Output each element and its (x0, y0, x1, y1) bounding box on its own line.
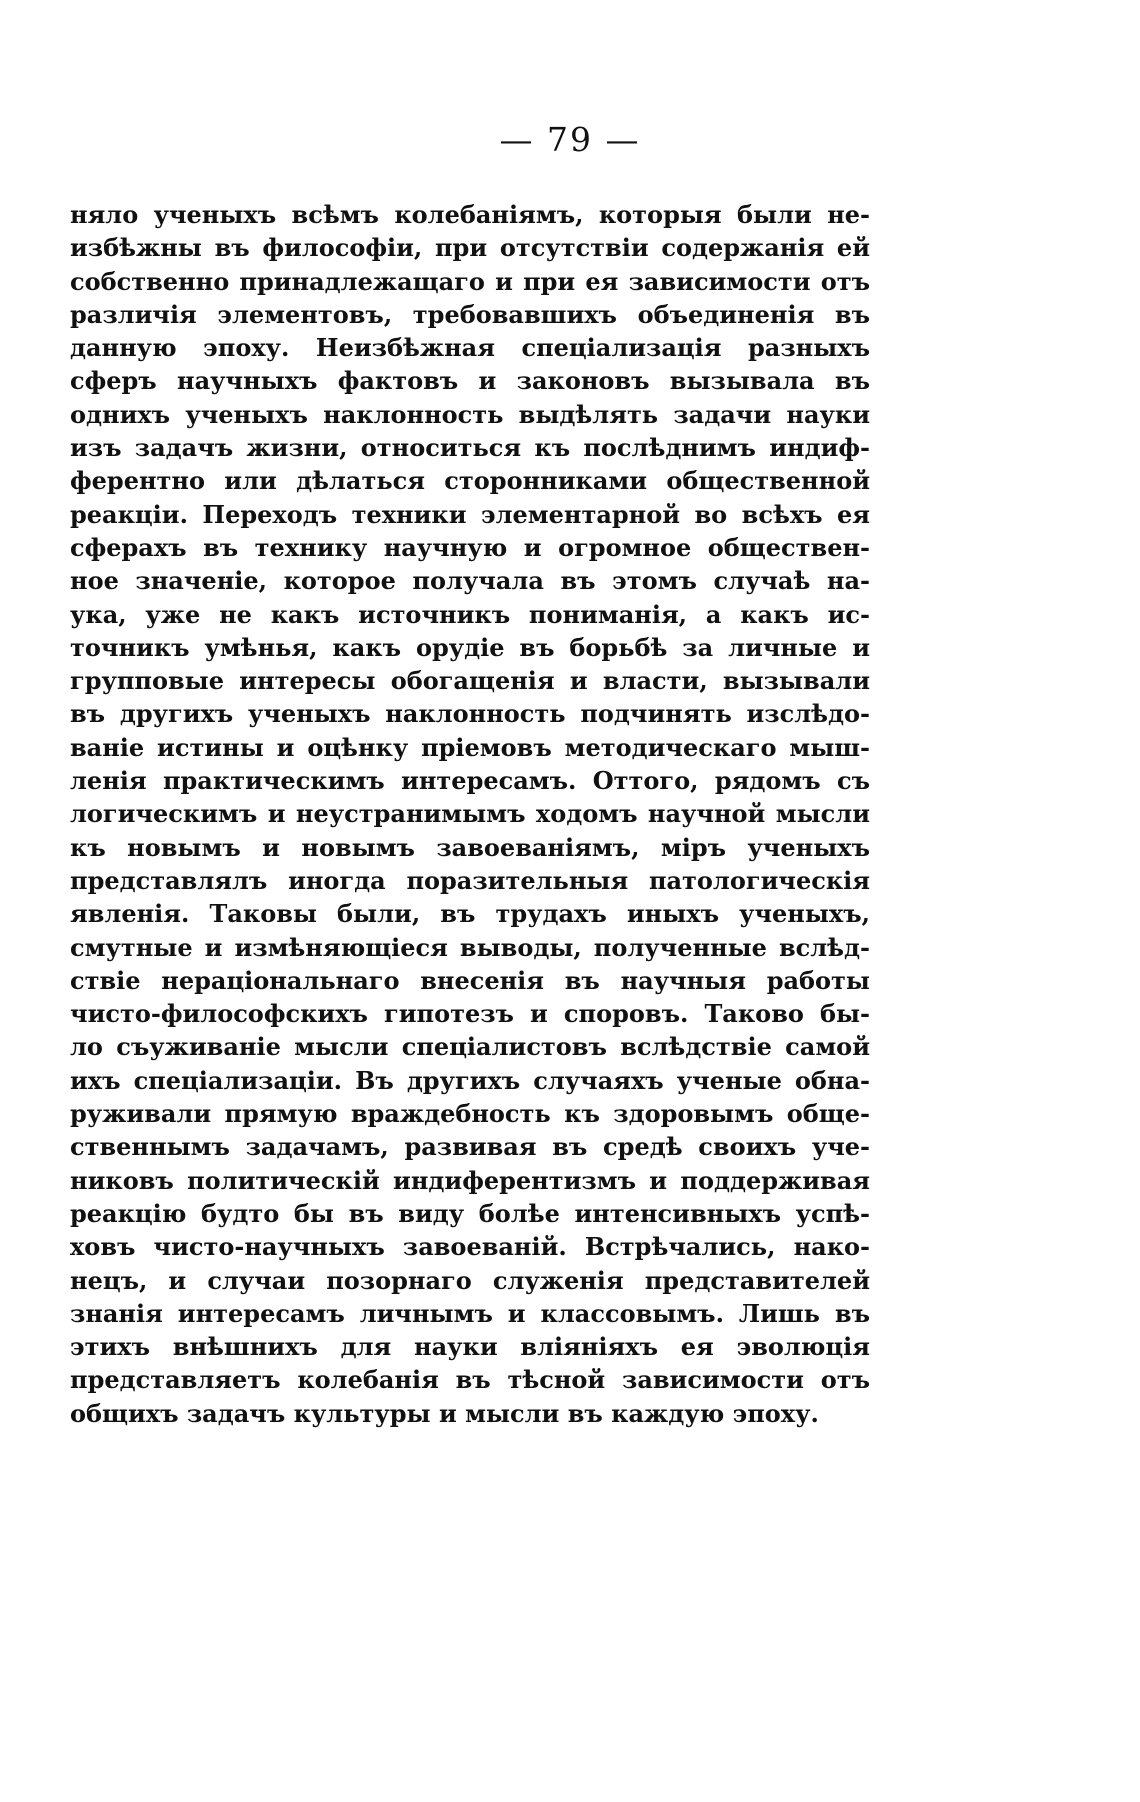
text-line: ствіе нераціональнаго внесенія въ научныя работы (70, 965, 870, 995)
text-line: смутные и измѣняющіеся выводы, полученные вслѣд- (70, 932, 870, 962)
text-line: чисто-философскихъ гипотезъ и споровъ. Таково бы- (70, 999, 870, 1029)
body-text (70, 198, 870, 1430)
text-line: сферъ научныхъ фактовъ и законовъ вызывала въ (70, 366, 870, 396)
text-line: ваніе истины и оцѣнку пріемовъ методическаго мыш- (70, 732, 870, 762)
text-line: этихъ внѣшнихъ для науки вліяніяхъ ея эволюція (70, 1332, 870, 1362)
text-line: ственнымъ задачамъ, развивая въ средѣ своихъ уче- (70, 1132, 870, 1162)
text-line: данную эпоху. Неизбѣжная спеціализація разныхъ (70, 333, 870, 363)
text-line: собственно принадлежащаго и при ея зависимости отъ (70, 266, 870, 296)
text-line: руживали прямую враждебность къ здоровымъ обще- (70, 1099, 870, 1129)
text-line: групповые интересы обогащенія и власти, вызывали (70, 666, 870, 696)
text-line: знанія интересамъ личнымъ и классовымъ. Лишь въ (70, 1298, 870, 1328)
text-line: къ новымъ и новымъ завоеваніямъ, міръ ученыхъ (70, 832, 870, 862)
text-line: нецъ, и случаи позорнаго служенія представителей (70, 1265, 870, 1295)
text-line: логическимъ и неустранимымъ ходомъ научной мысли (70, 799, 870, 829)
text-line: въ другихъ ученыхъ наклонность подчинять изслѣдо- (70, 699, 870, 729)
text-line: ихъ спеціализаціи. Въ другихъ случаяхъ ученые обна- (70, 1065, 870, 1095)
text-line: няло ученыхъ всѣмъ колебаніямъ, которыя были не- (70, 200, 870, 229)
text-line: ховъ чисто-научныхъ завоеваній. Встрѣчались, нако- (70, 1232, 870, 1262)
text-line: общихъ задачъ культуры и мысли въ каждую эпоху. (70, 1398, 819, 1428)
page-number: — 79 — (499, 120, 641, 159)
text-line: ло съуживаніе мысли спеціалистовъ вслѣдствіе самой (70, 1032, 870, 1062)
text-line: никовъ политическій индиферентизмъ и поддерживая (70, 1165, 870, 1195)
text-line: ное значеніе, которое получала въ этомъ случаѣ на- (70, 566, 870, 596)
text-line: представлялъ иногда поразительныя патологическія (70, 865, 870, 895)
text-line: изъ задачъ жизни, относиться къ послѣднимъ индиф- (70, 433, 870, 463)
text-line: реакцію будто бы въ виду болѣе интенсивныхъ успѣ- (70, 1198, 870, 1228)
text-line: представляетъ колебанія въ тѣсной зависимости отъ (70, 1365, 870, 1395)
text-line: различія элементовъ, требовавшихъ объединенія въ (70, 299, 870, 329)
text-line: однихъ ученыхъ наклонность выдѣлять задачи науки (70, 399, 870, 429)
text-line: точникъ умѣнья, какъ орудіе въ борьбѣ за личные и (70, 632, 870, 662)
text-line: ленія практическимъ интересамъ. Оттого, рядомъ съ (70, 766, 870, 796)
text-line: сферахъ въ технику научную и огромное обществен- (70, 532, 870, 562)
text-line: ука, уже не какъ источникъ пониманія, а какъ ис- (70, 599, 870, 629)
text-line: реакціи. Переходъ техники элементарной во всѣхъ ея (70, 499, 870, 529)
text-line: явленія. Таковы были, въ трудахъ иныхъ ученыхъ, (70, 899, 870, 929)
text-line: избѣжны въ философіи, при отсутствіи содержанія ей (70, 233, 870, 263)
text-line: ферентно или дѣлаться сторонниками общественной (70, 466, 870, 496)
